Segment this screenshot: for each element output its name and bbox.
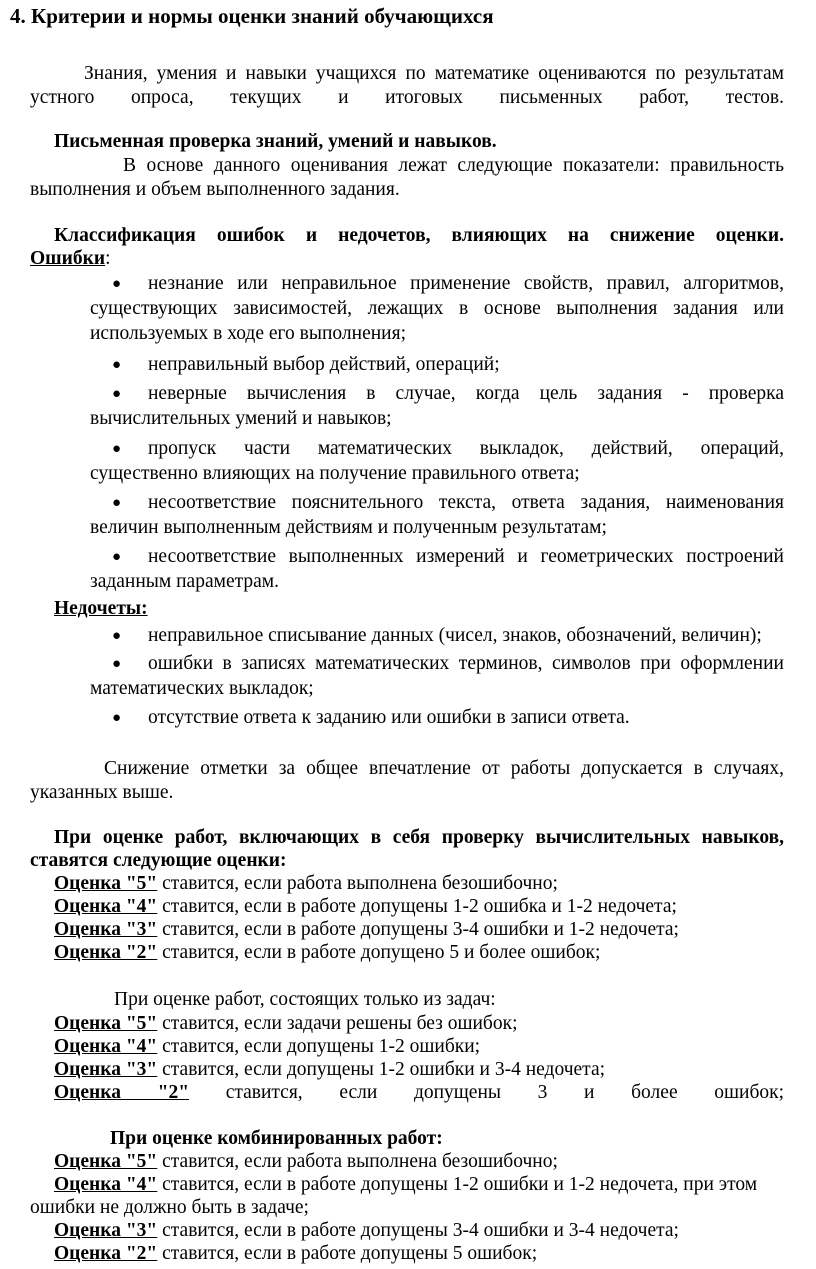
list-item-text: несоответствие пояснительного текста, ответа задания, наименования (148, 492, 784, 513)
grade-label: Оценка "4" (54, 1174, 158, 1195)
list-item-text: несоответствие выполненных измерений и геометрических построений (148, 546, 784, 567)
list-item-text: существующих зависимостей, лежащих в основе выполнения задания или (90, 298, 784, 319)
grade-label: Оценка "2" (54, 1243, 158, 1264)
written-check-title: Письменная проверка знаний, умений и навыков. (54, 131, 497, 152)
grade-label: Оценка "3" (54, 1220, 158, 1241)
grade-row (54, 1242, 537, 1266)
list-item-text: незнание или неправильное применение свойств, правил, алгоритмов, (148, 273, 784, 294)
grade-text: ставится, если задачи решены без ошибок; (157, 1013, 518, 1034)
written-check-line-2: выполнения и объем выполненного задания. (30, 179, 400, 200)
grade-label: Оценка "2" (54, 1082, 190, 1103)
list-item-text: неправильный выбор действий, операций; (148, 354, 500, 375)
bullet-icon: ● (112, 276, 122, 292)
reduction-line-1: Снижение отметки за общее впечатление от работы допускается в случаях, (104, 758, 784, 779)
classification-title: Классификация ошибок и недочетов, влияющих на снижение оценки. (54, 225, 784, 246)
grade-text: ставится, если работа выполнена безошибочно; (157, 873, 558, 894)
grade-row (54, 1081, 784, 1105)
grade-text: ставится, если в работе допущены 1-2 ошибка и 1-2 недочета; (157, 896, 677, 917)
grade-row (54, 1012, 517, 1036)
bullet-icon: ● (112, 386, 122, 402)
grade-text: ставится, если допущены 3 и более ошибок; (225, 1082, 785, 1103)
flaws-label: Недочеты: (54, 598, 148, 619)
grade-label: Оценка "2" (54, 942, 158, 963)
bullet-icon: ● (112, 656, 122, 672)
list-item-text: математических выкладок; (90, 678, 314, 699)
list-item-text: отсутствие ответа к заданию или ошибки в записи ответа. (148, 707, 630, 728)
grade-text: ставится, если в работе допущены 1-2 ошибки и 1-2 недочета, при этом (157, 1174, 758, 1195)
grade-label: Оценка "4" (54, 896, 158, 917)
grade-label: Оценка "5" (54, 873, 158, 894)
list-item-text: ошибки в записях математических терминов, символов при оформлении (148, 653, 784, 674)
grade-text: ставится, если работа выполнена безошибочно; (157, 1151, 558, 1172)
grade-row (54, 1150, 558, 1174)
errors-heading (30, 247, 111, 271)
grade-text: ставится, если в работе допущены 5 ошибок; (157, 1243, 538, 1264)
intro-line-1: Знания, умения и навыки учащихся по математике оцениваются по результатам (84, 63, 784, 84)
reduction-line-2: указанных выше. (30, 782, 174, 803)
grade-text: ставится, если в работе допущено 5 и более ошибок; (157, 942, 601, 963)
grade-row (54, 1219, 679, 1243)
grade-row (54, 1035, 480, 1059)
grade-row (54, 1173, 757, 1197)
errors-colon: : (105, 248, 111, 269)
list-item-text: неверные вычисления в случае, когда цель задания - проверка (148, 383, 784, 404)
intro-line-2: устного опроса, текущих и итоговых письменных работ, тестов. (30, 87, 784, 108)
bullet-icon: ● (112, 710, 122, 726)
grade-label: Оценка "4" (54, 1036, 158, 1057)
list-item-text: вычислительных умений и навыков; (90, 408, 392, 429)
grade-label: Оценка "5" (54, 1151, 158, 1172)
list-item-text: заданным параметрам. (90, 571, 279, 592)
grade-text: ставится, если в работе допущены 3-4 ошибки и 3-4 недочета; (157, 1220, 679, 1241)
tasks-only-title: При оценке работ, состоящих только из задач: (114, 989, 496, 1010)
grade-label: Оценка "3" (54, 919, 158, 940)
bullet-icon: ● (112, 441, 122, 457)
grade-row (54, 895, 677, 919)
bullet-icon: ● (112, 628, 122, 644)
bullet-icon: ● (112, 549, 122, 565)
grade-text: ставится, если в работе допущены 3-4 ошибки и 1-2 недочета; (157, 919, 679, 940)
list-item-text: величин выполненным действиям и полученным результатам; (90, 517, 607, 538)
grade-label: Оценка "5" (54, 1013, 158, 1034)
list-item-text: неправильное списывание данных (чисел, знаков, обозначений, величин); (148, 625, 762, 646)
computational-title-1: При оценке работ, включающих в себя проверку вычислительных навыков, (54, 827, 784, 848)
grade-row (54, 918, 679, 942)
list-item-text: используемых в ходе его выполнения; (90, 323, 406, 344)
written-check-line-1: В основе данного оценивания лежат следующие показатели: правильность (123, 155, 784, 176)
bullet-icon: ● (112, 357, 122, 373)
bullet-icon: ● (112, 495, 122, 511)
computational-title-2: ставятся следующие оценки: (30, 850, 287, 871)
list-item-text: пропуск части математических выкладок, действий, операций, (148, 438, 784, 459)
list-item-text: существенно влияющих на получение правильного ответа; (90, 463, 580, 484)
grade-continuation: ошибки не должно быть в задаче; (30, 1197, 309, 1218)
grade-row (54, 941, 600, 965)
grade-text: ставится, если допущены 1-2 ошибки; (157, 1036, 481, 1057)
combined-title: При оценке комбинированных работ: (110, 1128, 443, 1149)
grade-label: Оценка "3" (54, 1059, 158, 1080)
grade-text: ставится, если допущены 1-2 ошибки и 3-4 недочета; (157, 1059, 606, 1080)
page-title: 4. Критерии и нормы оценки знаний обучающихся (10, 4, 494, 28)
errors-label: Ошибки (30, 248, 106, 269)
grade-row (54, 1058, 605, 1082)
grade-row (54, 872, 558, 896)
